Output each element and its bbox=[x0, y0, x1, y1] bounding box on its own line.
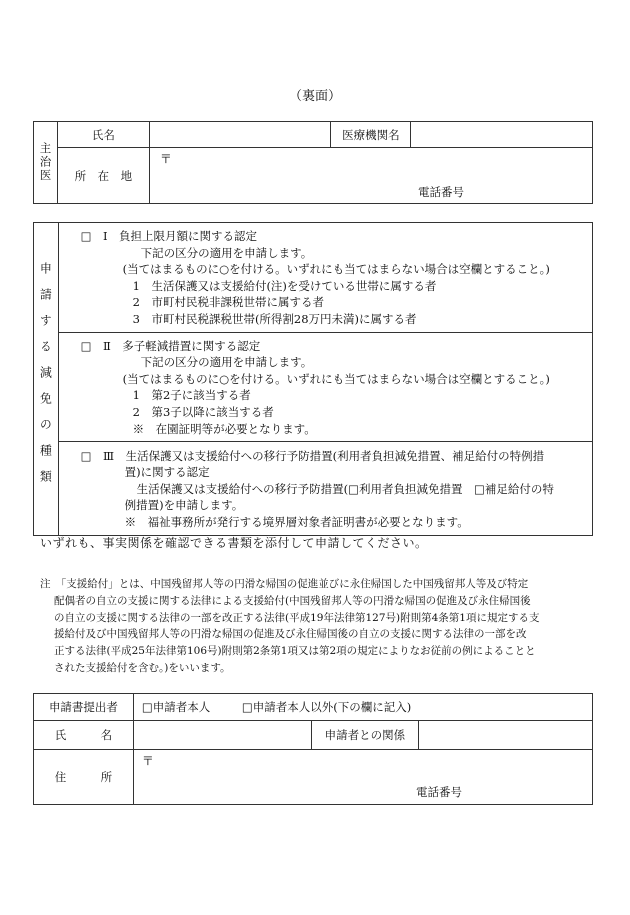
note-line: 援給付及び中国残留邦人等の円滑な帰国の促進及び永住帰国後の自立の支援に関する法律の一部を改 bbox=[54, 628, 527, 641]
section-2-option-1[interactable]: 1 第2子に該当する者 bbox=[132, 388, 251, 403]
relation-field[interactable] bbox=[419, 721, 593, 750]
doctor-side-label-cell bbox=[34, 122, 58, 204]
submitter-self-checkbox[interactable]: □申請者本人 bbox=[141, 700, 211, 714]
section-1-option-3[interactable]: 3 市町村民税課税世帯(所得割28万円未満)に属する者 bbox=[132, 311, 417, 326]
applicant-name-label: 氏 名 bbox=[34, 721, 134, 750]
attachment-instruction: いずれも、事実関係を確認できる書類を添付して申請してください。 bbox=[40, 536, 428, 550]
reduction-table bbox=[33, 222, 593, 536]
section-2-heading[interactable] bbox=[81, 338, 584, 355]
section-3-instruction[interactable]: 生活保護又は支援給付への移行予防措置(□利用者負担減免措置 □補足給付の特 bbox=[136, 481, 554, 496]
doctor-phone-label: 電話番号 bbox=[418, 185, 464, 199]
section-2-note: (当てはまるものに○を付ける。いずれにも当てはまらない場合は空欄とすること。) bbox=[122, 371, 550, 386]
reduction-side-label: 申請する減免の種類 bbox=[38, 262, 53, 497]
postal-mark: 〒 bbox=[159, 152, 172, 166]
section-1-note: (当てはまるものに○を付ける。いずれにも当てはまらない場合は空欄とすること。) bbox=[122, 262, 550, 277]
applicant-address-field[interactable] bbox=[133, 750, 592, 805]
submitter-label: 申請書提出者 bbox=[34, 694, 134, 721]
doctor-name-label: 氏名 bbox=[57, 122, 149, 148]
doctor-address-field[interactable] bbox=[149, 148, 592, 204]
submitter-options bbox=[133, 694, 592, 721]
section-3-heading-text: □ Ⅲ 生活保護又は支援給付への移行予防措置(利用者負担減免措置、補足給付の特例措 bbox=[80, 448, 545, 463]
reduction-section-1 bbox=[58, 223, 592, 333]
note-line: 配偶者の自立の支援に関する法律による支援給付(中国残留邦人等の円滑な帰国の促進及び永住帰国後 bbox=[54, 594, 531, 607]
note-line: された支援給付を含む。)をいいます。 bbox=[54, 661, 231, 674]
submitter-other-checkbox[interactable]: □申請者本人以外(下の欄に記入) bbox=[241, 700, 412, 714]
section-3-heading-cont: 置)に関する認定 bbox=[124, 465, 210, 480]
reduction-section-2 bbox=[58, 332, 592, 442]
section-3-instruction-cont: 例措置)を申請します。 bbox=[124, 498, 244, 513]
doctor-side-label: 主治医 bbox=[38, 142, 53, 183]
support-benefit-note bbox=[40, 576, 595, 677]
section-1-heading[interactable] bbox=[81, 228, 584, 245]
section-2-heading-text: □ Ⅱ 多子軽減措置に関する認定 bbox=[80, 338, 261, 353]
postal-mark: 〒 bbox=[141, 754, 154, 768]
section-1-heading-text: □ Ⅰ 負担上限月額に関する認定 bbox=[80, 229, 258, 243]
section-2-remark: ※ 在園証明等が必要となります。 bbox=[132, 421, 316, 436]
doctor-table bbox=[33, 121, 593, 204]
note-line: の自立の支援に関する法律の一部を改正する法律(平成19年法律第127号)附則第4条第1項に規定する支 bbox=[54, 611, 540, 624]
page-title: （裏面） bbox=[288, 89, 341, 104]
section-2-instruction: 下記の区分の適用を申請します。 bbox=[140, 355, 313, 370]
institution-label: 医療機関名 bbox=[331, 122, 411, 148]
section-1-option-2[interactable]: 2 市町村民税非課税世帯に属する者 bbox=[132, 295, 324, 310]
doctor-address-label: 所 在 地 bbox=[57, 148, 149, 204]
reduction-section-3 bbox=[58, 442, 592, 536]
relation-label: 申請者との関係 bbox=[311, 721, 419, 750]
section-1-instruction: 下記の区分の適用を申請します。 bbox=[140, 245, 313, 260]
applicant-table bbox=[33, 693, 593, 805]
section-2-option-2[interactable]: 2 第3子以降に該当する者 bbox=[132, 404, 274, 419]
applicant-phone-label: 電話番号 bbox=[416, 785, 462, 799]
section-3-heading[interactable] bbox=[81, 448, 584, 465]
doctor-name-field[interactable] bbox=[149, 122, 331, 148]
applicant-address-label: 住 所 bbox=[34, 750, 134, 805]
note-line: 正する法律(平成25年法律第106号)附則第2条第1項又は第2項の規定によりなお従前の例によることと bbox=[54, 645, 536, 658]
note-line: 注 「支援給付」とは、中国残留邦人等の円滑な帰国の促進並びに永住帰国した中国残留邦人等及び特定 bbox=[40, 578, 529, 590]
applicant-name-field[interactable] bbox=[133, 721, 311, 750]
section-1-option-1[interactable]: 1 生活保護又は支援給付(注)を受けている世帯に属する者 bbox=[132, 278, 437, 293]
section-3-remark: ※ 福祉事務所が発行する境界層対象者証明書が必要となります。 bbox=[124, 515, 469, 530]
reduction-side-label-cell bbox=[34, 223, 59, 536]
institution-field[interactable] bbox=[411, 122, 593, 148]
